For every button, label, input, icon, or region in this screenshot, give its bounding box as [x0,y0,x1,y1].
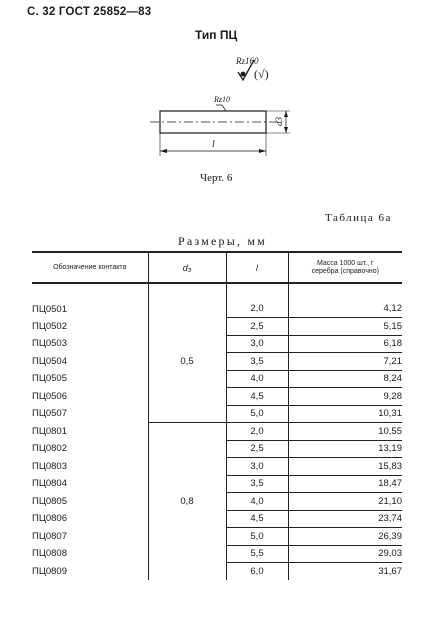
cell-length: 4,5 [226,510,288,528]
length-label: l [212,139,215,150]
cell-length: 6,0 [226,563,288,580]
cell-length: 2,0 [226,423,288,441]
cell-dz: 0,8 [148,423,226,580]
cell-mass: 7,21 [288,353,402,371]
cell-code: ПЦ0806 [32,510,148,528]
roughness-end-label: Rz10 [214,95,230,104]
spacer-cell [288,283,402,301]
cell-code: ПЦ0805 [32,493,148,511]
header-code: Обозначение контакта [32,252,148,283]
header-mass-line1: Масса 1000 шт., г [316,259,374,267]
cell-code: ПЦ0809 [32,563,148,580]
dimensions-table [32,251,402,580]
table-spacer-row [32,283,402,301]
cell-length: 2,5 [226,440,288,458]
cell-code: ПЦ0502 [32,318,148,336]
cell-code: ПЦ0804 [32,475,148,493]
cell-length: 5,0 [226,405,288,423]
header-mass [288,252,402,283]
header-length: l [226,252,288,283]
table-row [32,301,402,318]
spacer-cell [148,283,226,301]
spacer-cell [226,283,288,301]
cell-mass: 31,67 [288,563,402,580]
roughness-top-label: Rz160 [236,56,259,66]
table-header-row [32,252,402,283]
cell-mass: 9,28 [288,388,402,406]
cell-code: ПЦ0808 [32,545,148,563]
cell-code: ПЦ0801 [32,423,148,441]
cell-length: 3,5 [226,475,288,493]
figure-caption: Черт. 6 [200,172,233,184]
cell-length: 3,0 [226,335,288,353]
cell-mass: 13,19 [288,440,402,458]
cell-code: ПЦ0503 [32,335,148,353]
table-title: Размеры, мм [178,234,267,248]
cell-code: ПЦ0507 [32,405,148,423]
cell-length: 2,0 [226,301,288,318]
cell-mass: 10,55 [288,423,402,441]
cell-length: 5,5 [226,545,288,563]
table-row [32,423,402,441]
cell-code: ПЦ0802 [32,440,148,458]
cell-code: ПЦ0807 [32,528,148,546]
cell-mass: 8,24 [288,370,402,388]
cell-code: ПЦ0803 [32,458,148,476]
cell-code: ПЦ0506 [32,388,148,406]
cell-mass: 6,18 [288,335,402,353]
cell-length: 4,0 [226,493,288,511]
cell-mass: 15,83 [288,458,402,476]
cell-mass: 10,31 [288,405,402,423]
cell-length: 3,0 [226,458,288,476]
roughness-leader [216,105,226,111]
cell-dz: 0,5 [148,301,226,423]
cell-mass: 4,12 [288,301,402,318]
cell-mass: 21,10 [288,493,402,511]
cell-code: ПЦ0504 [32,353,148,371]
cell-mass: 23,74 [288,510,402,528]
type-title: Тип ПЦ [195,28,238,42]
cell-code: ПЦ0505 [32,370,148,388]
page-header: С. 32 ГОСТ 25852—83 [27,6,152,18]
cell-mass: 5,15 [288,318,402,336]
cell-code: ПЦ0501 [32,301,148,318]
cell-mass: 29,03 [288,545,402,563]
cell-length: 4,0 [226,370,288,388]
roughness-check-label: (√) [254,67,269,81]
roughness-dot-icon [241,72,246,77]
technical-drawing [0,0,427,200]
cell-mass: 26,39 [288,528,402,546]
cell-length: 2,5 [226,318,288,336]
spacer-cell [32,283,148,301]
table-body [32,283,402,580]
diameter-label: d3 [274,117,284,126]
header-mass-line2: серебра (справочно) [311,267,379,275]
header-dz: d₃ [148,252,226,283]
cell-length: 5,0 [226,528,288,546]
table-label: Таблица 6а [325,212,392,224]
cell-length: 4,5 [226,388,288,406]
cell-length: 3,5 [226,353,288,371]
cell-mass: 18,47 [288,475,402,493]
